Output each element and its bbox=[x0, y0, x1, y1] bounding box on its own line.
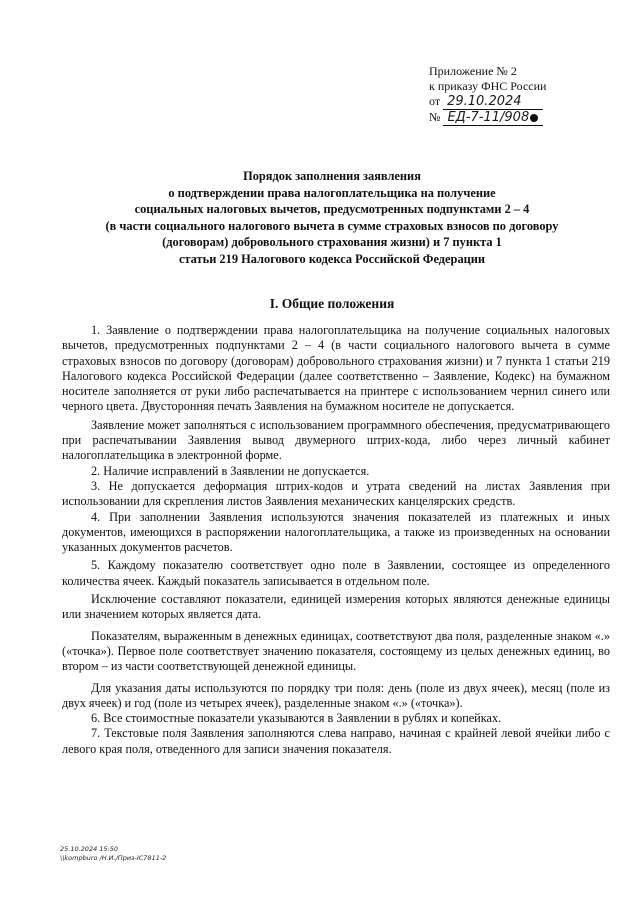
title-line: статьи 219 Налогового кодекса Российской Федерации bbox=[178, 251, 486, 266]
appendix-line-1: Приложение № 2 bbox=[429, 64, 517, 78]
paragraph-5: 5. Каждому показателю соответствует одно поле в Заявлении, состоящее из определенного количества ячеек. Каждый показатель записывается в отдельном поле. bbox=[62, 558, 610, 588]
paragraph-1: 1. Заявление о подтверждении права налогоплательщика на получение социальных налоговых вычетов, предусмотренных подпунктами 2 – 4 (в части социального налогового вычета в сумме страховых взносов по договору (договорам) добровольного страхования жизни) и 7 пункта 1 статьи 219 Налогового кодекса Российской Федерации (далее соответственно – Заявление, Кодекс) на бумажном носителе заполняется от руки либо распечатывается на принтере с использованием чернил синего или черного цвета. Двусторонняя печать Заявления на бумажном носителе не допускается. bbox=[62, 323, 610, 414]
paragraph-2: 2. Наличие исправлений в Заявлении не допускается. bbox=[91, 463, 370, 478]
section-heading: I. Общие положения bbox=[269, 296, 395, 311]
appendix-header bbox=[429, 64, 546, 126]
paragraph-6: 6. Все стоимостные показатели указываются в Заявлении в рублях и копейках. bbox=[91, 711, 502, 726]
paragraph-3: 3. Не допускается деформация штрих-кодов и утрата сведений на листах Заявления при использовании для скрепления листов Заявления механических канцелярских средств. bbox=[62, 478, 610, 509]
paragraph-7: 7. Текстовые поля Заявления заполняются слева направо, начиная с крайней левой ячейки либо с левого края поля, отведенного для записи значения показателя. bbox=[62, 726, 610, 756]
appendix-line-2: к приказу ФНС России bbox=[429, 79, 547, 93]
appendix-date-row bbox=[429, 94, 546, 110]
title-line: о подтверждении права налогоплательщика на получение bbox=[168, 185, 496, 200]
footer-timestamp: 25.10.2024 15:50 bbox=[60, 845, 119, 853]
appendix-number-row bbox=[429, 110, 546, 126]
number-field bbox=[443, 110, 543, 126]
title-line: (в части социального налогового вычета в сумме страховых взносов по договору bbox=[105, 218, 559, 233]
paragraph-5-exception: Исключение составляют показатели, единицей измерения которых являются денежные единицы или значением которых является дата. bbox=[62, 592, 610, 622]
title-line: (договорам) добровольного страхования жизни) и 7 пункта 1 bbox=[162, 235, 502, 249]
title-line: Порядок заполнения заявления bbox=[243, 169, 421, 183]
title-line: социальных налоговых вычетов, предусмотренных подпунктами 2 – 4 bbox=[134, 202, 530, 216]
date-field bbox=[443, 94, 543, 110]
paragraph-5-date: Для указания даты используются по порядку три поля: день (поле из двух ячеек), месяц (поле из двух ячеек) и год (поле из четырех ячеек), разделенные знаком «.» («точка»). bbox=[62, 680, 610, 710]
paragraph-1-continued: Заявление может заполняться с использованием программного обеспечения, предусматривающего при распечатывании Заявления вывод двумерного штрих-кода, либо через личный кабинет налогоплательщика в электронной форме. bbox=[62, 417, 610, 463]
handwritten-date: 29.10.2024 bbox=[447, 94, 522, 109]
document-body bbox=[62, 323, 610, 757]
handwritten-number: ЕД-7-11/908 bbox=[447, 110, 530, 125]
paragraph-5-currency: Показателям, выраженным в денежных единицах, соответствуют два поля, разделенные знаком «.» («точка»). Первое поле соответствует значению показателя, состоящему из целых денежных единиц, во втором – из части соответствующей денежной единицы. bbox=[62, 628, 610, 674]
seal-dot-icon bbox=[530, 114, 538, 122]
date-prefix: от bbox=[429, 94, 441, 108]
paragraph-4: 4. При заполнении Заявления используются значения показателей из платежных и иных документов, имеющихся в распоряжении налогоплательщика, а также из произведенных на основании указанных документов расчетов. bbox=[62, 509, 610, 555]
print-footer bbox=[60, 845, 166, 862]
document-title bbox=[62, 168, 602, 267]
footer-reference: \\kompburo /Н.И./Приз-IС7811-2 bbox=[60, 853, 167, 862]
number-prefix: № bbox=[429, 110, 441, 124]
